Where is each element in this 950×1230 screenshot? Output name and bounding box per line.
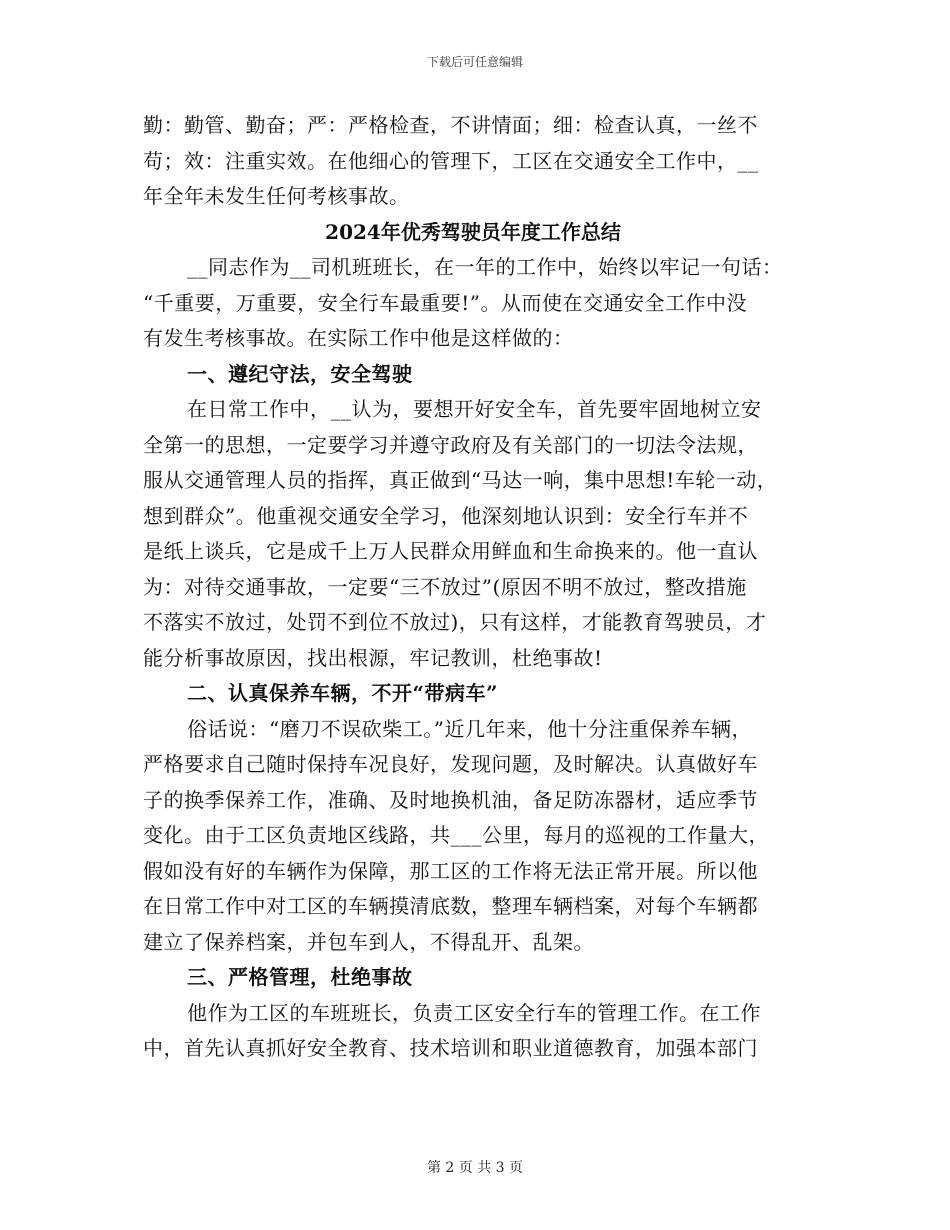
body-line: 想到群众”。他重视交通安全学习，他深刻地认识到：安全行车并不	[143, 503, 749, 528]
section-heading: 一、遵纪守法，安全驾驶	[187, 361, 413, 386]
page-footer: 第 2 页 共 3 页	[426, 1160, 524, 1176]
paragraph-first-line: __同志作为__司机班班长，在一年的工作中，始终以牢记一句话：	[187, 255, 783, 279]
document-body	[143, 108, 803, 1067]
body-line: 中，首先认真抓好安全教育、技术培训和职业道德教育，加强本部门	[143, 1036, 758, 1060]
body-line: 勤：勤管、勤奋；严：严格检查，不讲情面；细：检查认真，一丝不	[143, 113, 758, 137]
body-line: 子的换季保养工作，准确、及时地换机油，备足防冻器材，适应季节	[143, 787, 758, 812]
body-line: 在日常工作中对工区的车辆摸清底数，整理车辆档案，对每个车辆都	[143, 894, 758, 918]
body-line: 建立了保养档案，并包车到人，不得乱开、乱架。	[143, 929, 594, 954]
paragraph-first-line: 他作为工区的车班班长，负责工区安全行车的管理工作。在工作	[187, 1000, 761, 1025]
body-line: 全第一的思想，一定要学习并遵守政府及有关部门的一切法令法规，	[143, 432, 758, 457]
body-line: 能分析事故原因，找出根源，牢记教训，杜绝事故!	[143, 645, 603, 670]
body-line: 有发生考核事故。在实际工作中他是这样做的：	[143, 326, 574, 350]
body-line: 年全年未发生任何考核事故。	[143, 184, 410, 208]
body-line: 严格要求自己随时保持车况良好，发现问题，及时解决。认真做好车	[143, 752, 758, 776]
body-line: 假如没有好的车辆作为保障，那工区的工作将无法正常开展。所以他	[143, 858, 758, 883]
body-line: 变化。由于工区负责地区线路，共___公里，每月的巡视的工作量大，	[143, 823, 769, 847]
paragraph-first-line: 俗话说：“磨刀不误砍柴工。”近几年来，他十分注重保养车辆，	[187, 716, 752, 741]
body-line: 不落实不放过，处罚不到位不放过)，只有这样，才能教育驾驶员，才	[143, 610, 767, 634]
section-heading: 二、认真保养车辆，不开“带病车”	[187, 681, 499, 705]
document-title: 2024年优秀驾驶员年度工作总结	[325, 219, 621, 244]
body-line: 是纸上谈兵，它是成千上万人民群众用鲜血和生命换来的。他一直认	[143, 539, 758, 563]
paragraph-first-line: 在日常工作中，__认为，要想开好安全车，首先要牢固地树立安	[187, 397, 762, 421]
section-heading: 三、严格管理，杜绝事故	[187, 965, 413, 989]
body-line: 为：对待交通事故，一定要“三不放过”(原因不明不放过，整改措施	[143, 574, 747, 599]
body-line: 服从交通管理人员的指挥，真正做到“马达一响，集中思想!车轮一动，	[143, 468, 778, 492]
page-header: 下载后可任意编辑	[426, 55, 523, 69]
body-line: 苟；效：注重实效。在他细心的管理下，工区在交通安全工作中，__	[143, 148, 759, 173]
body-line: “千重要，万重要，安全行车最重要!”。从而使在交通安全工作中没	[143, 290, 747, 315]
